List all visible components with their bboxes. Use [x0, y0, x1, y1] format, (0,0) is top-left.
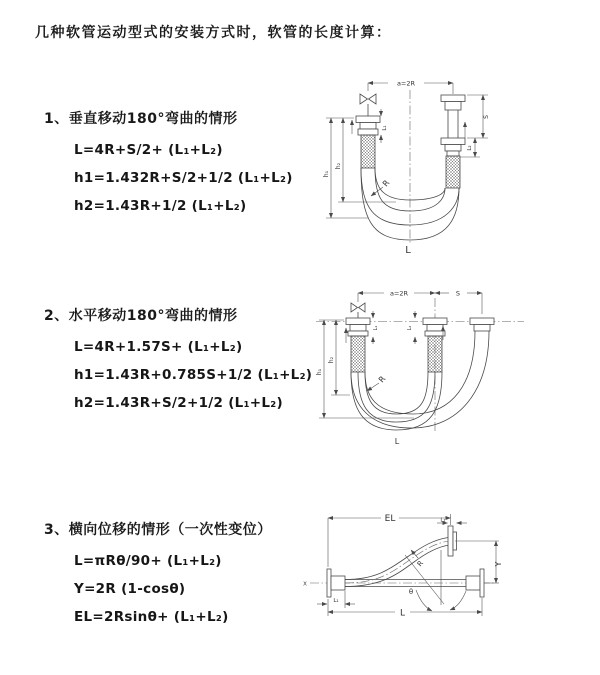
dimension-l2	[407, 311, 415, 344]
dimension-l1-top	[437, 518, 467, 524]
dim-label-l1-top: L₁	[440, 517, 446, 524]
dimension-l1	[373, 311, 379, 344]
valve-icon	[351, 303, 365, 318]
dim-label-l1: L₁	[382, 125, 388, 131]
formula-h1: h1=1.432R+S/2+1/2 (L₁+L₂)	[74, 170, 293, 186]
middle-flange-assembly	[423, 318, 447, 372]
hose-bend-position2	[351, 331, 489, 428]
dim-label-h1: h₁	[316, 368, 323, 376]
braided-hose	[446, 156, 460, 188]
left-flange-assembly	[346, 318, 370, 372]
formula-Y: Y=2R (1-cosθ)	[74, 581, 186, 597]
diagram-vertical-180-bend	[310, 70, 595, 265]
dim-label-h2: h₂	[328, 356, 335, 364]
dim-label-a2r: a=2R	[396, 79, 416, 88]
section-lateral-displacement	[44, 519, 319, 631]
left-flange-assembly	[327, 569, 345, 597]
section1-heading: 1、垂直移动180°弯曲的情形	[44, 111, 238, 127]
hose-bend-position1	[351, 372, 442, 430]
valve-icon	[360, 94, 376, 116]
datum-label: X	[303, 581, 307, 588]
dim-label-l2: L₂	[467, 145, 473, 151]
formula-h2: h2=1.43R+1/2 (L₁+L₂)	[74, 198, 247, 214]
dim-label-s: S	[483, 115, 490, 119]
dim-label-s: S	[455, 289, 461, 298]
formula-h2: h2=1.43R+S/2+1/2 (L₁+L₂)	[74, 395, 283, 411]
length-label: L	[394, 437, 400, 446]
braided-hose	[351, 336, 365, 372]
section1-formulas	[74, 136, 319, 220]
angle-construction	[405, 550, 466, 611]
radius-label: R	[376, 374, 388, 385]
page-title: 几种软管运动型式的安装方式时，软管的长度计算：	[35, 25, 392, 41]
dimension-l1	[381, 109, 388, 143]
braided-hose	[361, 135, 375, 168]
formula-L: L=πRθ/90+ (L₁+L₂)	[74, 553, 222, 569]
dim-label-el: EL	[384, 514, 396, 524]
braided-hose	[428, 336, 442, 372]
left-flange-assembly	[356, 116, 380, 168]
formula-EL: EL=2Rsinθ+ (L₁+L₂)	[74, 609, 229, 625]
dimension-el	[328, 514, 451, 567]
dim-label-l: L	[399, 608, 406, 619]
section-horizontal-movement	[44, 305, 319, 417]
length-label: L	[405, 245, 411, 256]
dim-label-l1: L₁	[373, 325, 379, 331]
formula-L: L=4R+S/2+ (L₁+L₂)	[74, 142, 223, 158]
dim-label-l2: L₂	[407, 325, 413, 331]
formula-h1: h1=1.43R+0.785S+1/2 (L₁+L₂)	[74, 367, 313, 383]
radius-callout	[371, 178, 392, 196]
right-flange-assembly	[441, 95, 465, 188]
dim-label-y: Y	[494, 561, 503, 567]
section3-heading: 3、横向位移的情形（一次性变位）	[44, 522, 272, 538]
angle-label: θ	[408, 588, 414, 596]
dim-label-a2r: a=2R	[389, 289, 409, 298]
radius-label: R	[380, 178, 392, 189]
dim-label-h1: h₁	[323, 170, 330, 178]
radius-label: R	[415, 559, 426, 569]
right-flange-assembly	[470, 318, 494, 331]
dimension-s-l2	[460, 95, 490, 157]
dimension-l	[328, 598, 482, 619]
dimension-l1-bottom	[317, 591, 355, 608]
radius-callout	[367, 374, 388, 391]
section3-formulas	[74, 547, 319, 631]
formula-L: L=4R+1.57S+ (L₁+L₂)	[74, 339, 243, 355]
dimension-a2r	[368, 80, 453, 95]
diagram-horizontal-180-bend	[310, 280, 600, 455]
section2-formulas	[74, 333, 319, 417]
dimension-a2r	[358, 290, 435, 303]
dim-label-l1-bottom: L₁	[333, 598, 339, 604]
dim-label-h2: h₂	[335, 162, 342, 170]
diagram-lateral-displacement	[298, 498, 598, 646]
dimension-s	[435, 290, 482, 315]
section-vertical-movement	[44, 108, 319, 220]
section2-heading: 2、水平移动180°弯曲的情形	[44, 308, 238, 324]
